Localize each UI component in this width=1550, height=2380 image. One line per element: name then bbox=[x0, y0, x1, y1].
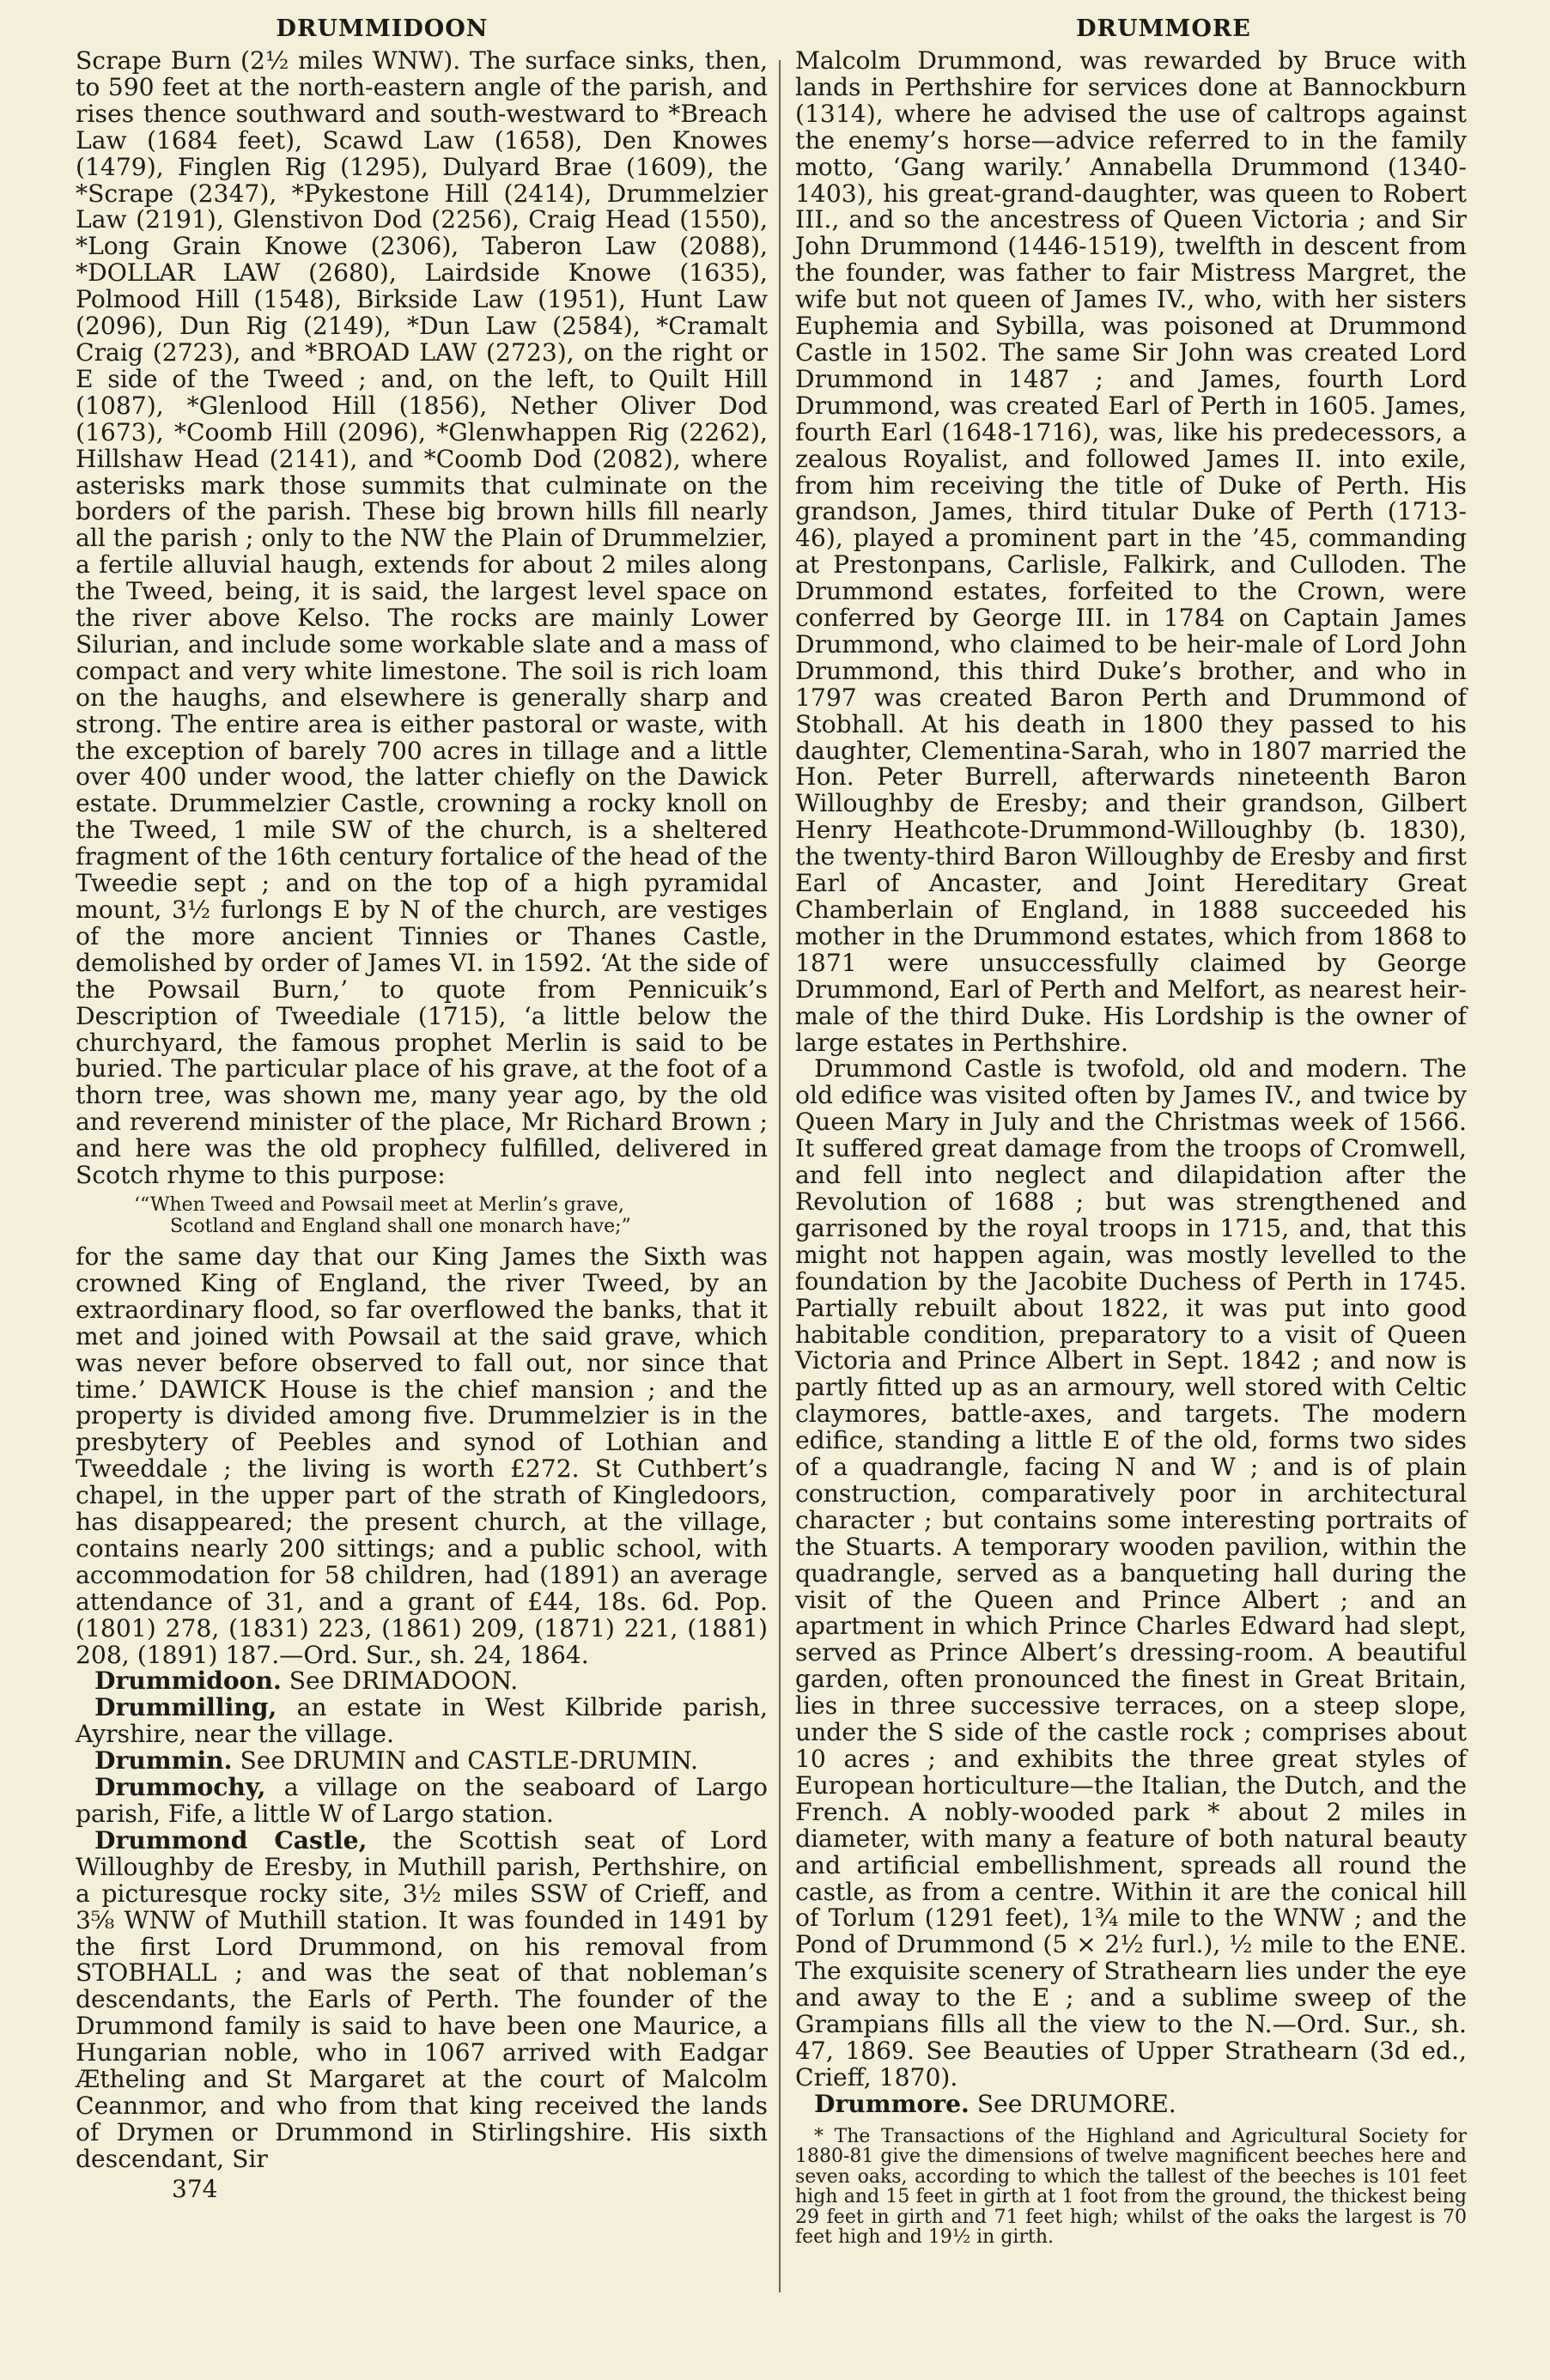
quote-line: Scotland and England shall one monarch have;” bbox=[170, 1215, 631, 1237]
entry-drummidoon bbox=[76, 1668, 768, 1695]
entry-drummin bbox=[76, 1748, 768, 1775]
left-column bbox=[76, 48, 768, 2203]
entry-text: the Scottish seat of Lord Willoughby de Eresby, in Muthill parish, Perthshire, on a picturesque rocky site, 3½ miles SSW of Crieff, and 3⅝ WNW of Muthill station. It was founded in 1491 by the first Lord Drummond, on his removal from STOBHALL ; and was the seat of that nobleman’s descendants, the Earls of Perth. The founder of the Drummond family is said to have been one Maurice, a Hungarian noble, who in 1067 arrived with Eadgar Ætheling and St Margaret at the court of Malcolm Ceannmor, and who from that king received the lands of Drymen or Drummond in Stirlingshire. His sixth descendant, Sir bbox=[76, 1825, 768, 2173]
entry-text: See DRIMADOON. bbox=[289, 1667, 519, 1696]
paragraph: Scrape Burn (2½ miles WNW). The surface sinks, then, to 590 feet at the north-eastern angle of the parish, and rises thence southward and south-westward to *Breach Law (1684 feet), Scawd Law (1658), Den Knowes (1479), Finglen Rig (1295), Dulyard Brae (1609), the *Scrape (2347), *Pykestone Hill (2414), Drummelzier Law (2191), Glenstivon Dod (2256), Craig Head (1550), *Long Grain Knowe (2306), Taberon Law (2088), *DOLLAR LAW (2680), Lairdside Knowe (1635), Polmood Hill (1548), Birkside Law (1951), Hunt Law (2096), Dun Rig (2149), *Dun Law (2584), *Cramalt Craig (2723), and *BROAD LAW (2723), on the right or E side of the Tweed ; and, on the left, to Quilt Hill (1087), *Glenlood Hill (1856), Nether Oliver Dod (1673), *Coomb Hill (2096), *Glenwhappen Rig (2262), Hillshaw Head (2141), and *Coomb Dod (2082), where asterisks mark those summits that culminate on the borders of the parish. These big brown hills fill nearly all the parish ; only to the NW the Plain of Drummelzier, a fertile alluvial haugh, extends for about 2 miles along the Tweed, being, it is said, the largest level space on the river above Kelso. The rocks are mainly Lower Silurian, and include some workable slate and a mass of compact and very white limestone. The soil is rich loam on the haughs, and elsewhere is generally sharp and strong. The entire area is either pastoral or waste, with the exception of barely 700 acres in tillage and a little over 400 under wood, the latter chiefly on the Dawick estate. Drummelzier Castle, crowning a rocky knoll on the Tweed, 1 mile SW of the church, is a sheltered fragment of the 16th century fortalice of the head of the Tweedie sept ; and on the top of a high pyramidal mount, 3½ furlongs E by N of the church, are vestiges of the more ancient Tinnies or Thanes Castle, demolished by order of James VI. in 1592. ‘At the side of the Powsail Burn,’ to quote from Pennicuik’s Description of Tweediale (1715), ‘a little below the churchyard, the famous prophet Merlin is said to be buried. The particular place of his grave, at the foot of a thorn tree, was shown me, many year ago, by the old and reverend minister of the place, Mr Richard Brown ; and here was the old prophecy fulfilled, delivered in Scotch rhyme to this purpose: bbox=[76, 46, 768, 1190]
entry-drummore bbox=[795, 2089, 1467, 2118]
entry-headword: Drummin. bbox=[94, 1746, 233, 1776]
paragraph: for the same day that our King James the Sixth was crowned King of England, the river Tweed, by an extraordinary flood, so far overflowed the banks, that it met and joined with Powsail at the said grave, which was never before observed to fall out, nor since that time.’ DAWICK House is the chief mansion ; and the property is divided among five. Drummelzier is in the presbytery of Peebles and synod of Lothian and Tweeddale ; the living is worth £272. St Cuthbert’s chapel, in the upper part of the strath of Kingledoors, has disappeared; the present church, at the village, contains nearly 200 sittings; and a public school, with accommodation for 58 children, had (1891) an average attendance of 31, and a grant of £44, 18s. 6d. Pop. (1801) 278, (1831) 223, (1861) 209, (1871) 221, (1881) 208, (1891) 187.—Ord. Sur., sh. 24, 1864. bbox=[76, 1242, 768, 1669]
entry-drummilling bbox=[76, 1695, 768, 1748]
paragraph: Drummond Castle is twofold, old and modern. The old edifice was visited often by James IV., and twice by Queen Mary in July and the Christmas week of 1566. It suffered great damage from the troops of Cromwell, and fell into neglect and dilapidation after the Revolution of 1688 ; but was strengthened and garrisoned by the royal troops in 1715, and, that this might not happen again, was mostly levelled to the foundation by the Jacobite Duchess of Perth in 1745. Partially rebuilt about 1822, it was put into good habitable condition, preparatory to a visit of Queen Victoria and Prince Albert in Sept. 1842 ; and now is partly fitted up as an armoury, well stored with Celtic claymores, battle-axes, and targets. The modern edifice, standing a little E of the old, forms two sides of a quadrangle, facing N and W ; and is of plain construction, comparatively poor in architectural character ; but contains some interesting portraits of the Stuarts. A temporary wooden pavilion, within the quadrangle, served as a banqueting hall during the visit of the Queen and Prince Albert ; and an apartment in which Prince Charles Edward had slept, served as Prince Albert’s dressing-room. A beautiful garden, often pronounced the finest in Great Britain, lies in three successive terraces, on a steep slope, under the S side of the castle rock ; comprises about 10 acres ; and exhibits the three great styles of European horticulture—the Italian, the Dutch, and the French. A nobly-wooded park * about 2 miles in diameter, with many a feature of both natural beauty and artificial embellishment, spreads all round the castle, as from a centre. Within it are the conical hill of Torlum (1291 feet), 1¾ mile to the WNW ; and the Pond of Drummond (5 × 2½ furl.), ½ mile to the ENE. The exquisite scenery of Strathearn lies under the eye and away to the E ; and a sublime sweep of the Grampians fills all the view to the N.—Ord. Sur., sh. 47, 1869. See Beauties of Upper Strathearn (3d ed., Crieff, 1870). bbox=[795, 1054, 1467, 2092]
entry-headword: Drummore. bbox=[814, 2089, 970, 2118]
entry-text: a village on the seaboard of Largo parish, Fife, a little W of Largo station. bbox=[76, 1773, 769, 1828]
page-number: 374 bbox=[172, 2174, 218, 2203]
entry-text: See DRUMORE. bbox=[976, 2089, 1176, 2118]
entry-headword: Drummond Castle, bbox=[94, 1825, 368, 1855]
running-head-right: DRUMMORE bbox=[1076, 15, 1251, 42]
paragraph: Malcolm Drummond, was rewarded by Bruce with lands in Perthshire for services done at Bannockburn (1314), where he advised the use of caltrops against the enemy’s horse—advice referred to in the family motto, ‘Gang warily.’ Annabella Drummond (1340-1403), his great-grand-daughter, was queen to Robert III., and so the ancestress of Queen Victoria ; and Sir John Drummond (1446-1519), twelfth in descent from the founder, was father to fair Mistress Margret, the wife but not queen of James IV., who, with her sisters Euphemia and Sybilla, was poisoned at Drummond Castle in 1502. The same Sir John was created Lord Drummond in 1487 ; and James, fourth Lord Drummond, was created Earl of Perth in 1605. James, fourth Earl (1648-1716), was, like his predecessors, a zealous Royalist, and followed James II. into exile, from him receiving the title of Duke of Perth. His grandson, James, third titular Duke of Perth (1713-46), played a prominent part in the ’45, commanding at Prestonpans, Carlisle, Falkirk, and Culloden. The Drummond estates, forfeited to the Crown, were conferred by George III. in 1784 on Captain James Drummond, who claimed to be heir-male of Lord John Drummond, this third Duke’s brother, and who in 1797 was created Baron Perth and Drummond of Stobhall. At his death in 1800 they passed to his daughter, Clementina-Sarah, who in 1807 married the Hon. Peter Burrell, afterwards nineteenth Baron Willoughby de Eresby; and their grandson, Gilbert Henry Heathcote-Drummond-Willoughby (b. 1830), the twenty-third Baron Willoughby de Eresby and first Earl of Ancaster, and Joint Hereditary Great Chamberlain of England, in 1888 succeeded his mother in the Drummond estates, which from 1868 to 1871 were unsuccessfully claimed by George Drummond, Earl of Perth and Melfort, as nearest heir-male of the third Duke. His Lordship is the owner of large estates in Perthshire. bbox=[795, 46, 1467, 1057]
footnote: * The Transactions of the Highland and Agricultural Society for 1880-81 give the dimensions of twelve magnificent beeches here and seven oaks, according to which the tallest of the beeches is 101 feet high and 15 feet in girth at 1 foot from the ground, the thickest being 29 feet in girth and 71 feet high; whilst of the oaks the largest is 70 feet high and 19½ in girth. bbox=[795, 2125, 1467, 2249]
running-head-left: DRUMMIDOON bbox=[276, 15, 489, 42]
entry-headword: Drummidoon. bbox=[94, 1667, 282, 1696]
entry-text: an estate in West Kilbride parish, Ayrshire, near the village. bbox=[76, 1693, 768, 1749]
quote-line: ‘“When Tweed and Powsail meet at Merlin’s grave, bbox=[134, 1193, 624, 1216]
entry-headword: Drummilling, bbox=[94, 1693, 277, 1722]
verse-quote bbox=[76, 1194, 768, 1237]
entry-drummochy bbox=[76, 1775, 768, 1828]
entry-text: See DRUMIN and CASTLE-DRUMIN. bbox=[240, 1746, 699, 1776]
entry-headword: Drummochy, bbox=[94, 1773, 266, 1802]
right-column bbox=[795, 48, 1467, 2248]
entry-drummond-castle bbox=[76, 1825, 768, 2173]
column-divider bbox=[779, 60, 781, 2292]
